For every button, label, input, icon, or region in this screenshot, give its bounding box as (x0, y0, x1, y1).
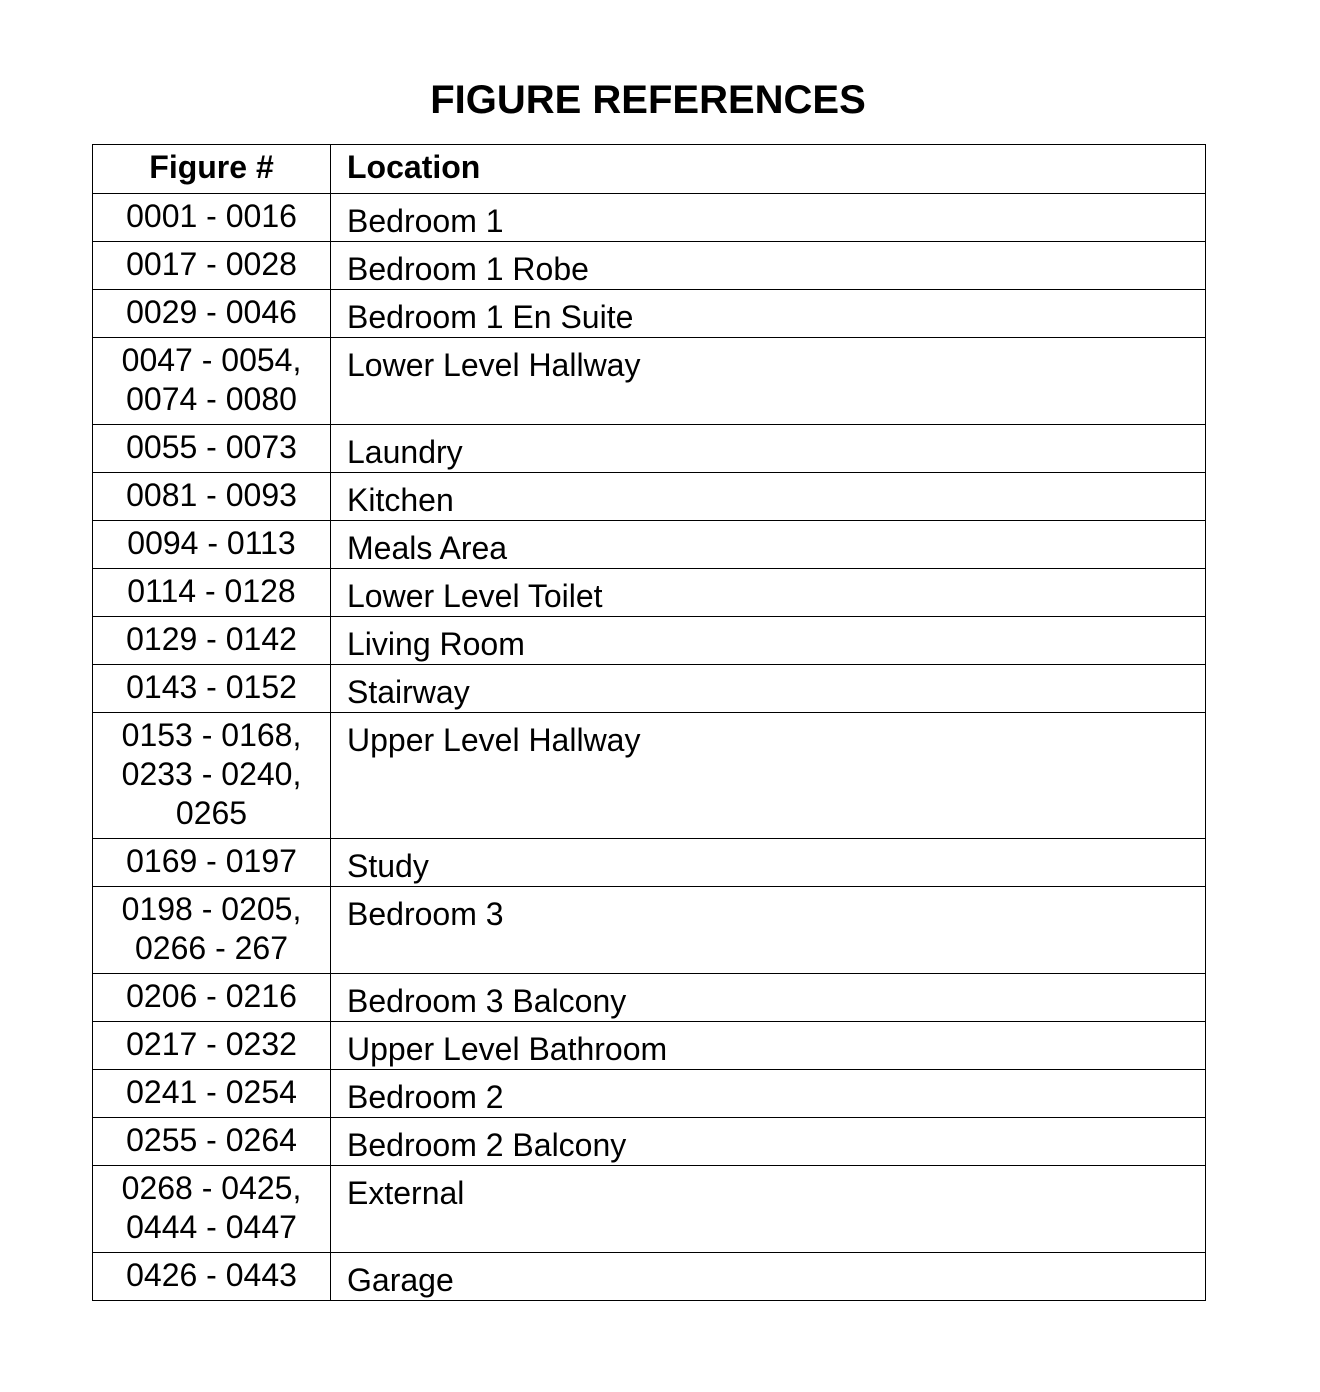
location-cell: Kitchen (331, 473, 1206, 521)
location-cell: Study (331, 839, 1206, 887)
figure-range-cell: 0153 - 0168, 0233 - 0240, 0265 (93, 713, 331, 839)
figure-range-cell: 0047 - 0054, 0074 - 0080 (93, 338, 331, 425)
figure-range-cell: 0268 - 0425, 0444 - 0447 (93, 1166, 331, 1253)
table-row (93, 1070, 1206, 1118)
location-cell: Stairway (331, 665, 1206, 713)
location-cell: Garage (331, 1253, 1206, 1301)
table-row (93, 713, 1206, 839)
figure-range-cell: 0143 - 0152 (93, 665, 331, 713)
table-row (93, 1166, 1206, 1253)
location-cell: Bedroom 1 Robe (331, 242, 1206, 290)
figure-range-cell: 0426 - 0443 (93, 1253, 331, 1301)
figure-range-cell: 0169 - 0197 (93, 839, 331, 887)
table-row (93, 1118, 1206, 1166)
figure-range-cell: 0198 - 0205, 0266 - 267 (93, 887, 331, 974)
location-cell: Upper Level Bathroom (331, 1022, 1206, 1070)
table-row (93, 839, 1206, 887)
figure-range-cell: 0017 - 0028 (93, 242, 331, 290)
figure-references-table (92, 144, 1206, 1301)
location-cell: Bedroom 3 (331, 887, 1206, 974)
location-cell: Meals Area (331, 521, 1206, 569)
table-row (93, 242, 1206, 290)
table-row (93, 1253, 1206, 1301)
table-row (93, 569, 1206, 617)
table-row (93, 521, 1206, 569)
location-cell: Bedroom 1 (331, 194, 1206, 242)
table-row (93, 338, 1206, 425)
table-row (93, 473, 1206, 521)
figure-range-cell: 0114 - 0128 (93, 569, 331, 617)
location-header: Location (331, 145, 1206, 194)
table-row (93, 974, 1206, 1022)
location-cell: Upper Level Hallway (331, 713, 1206, 839)
page-title: FIGURE REFERENCES (430, 78, 866, 122)
table-header-row (93, 145, 1206, 194)
table-row (93, 425, 1206, 473)
figure-range-cell: 0241 - 0254 (93, 1070, 331, 1118)
table-row (93, 887, 1206, 974)
figure-range-cell: 0029 - 0046 (93, 290, 331, 338)
location-cell: External (331, 1166, 1206, 1253)
table-row (93, 617, 1206, 665)
figure-range-cell: 0206 - 0216 (93, 974, 331, 1022)
location-cell: Bedroom 3 Balcony (331, 974, 1206, 1022)
table-row (93, 665, 1206, 713)
figure-range-cell: 0055 - 0073 (93, 425, 331, 473)
table-row (93, 1022, 1206, 1070)
location-cell: Laundry (331, 425, 1206, 473)
location-cell: Lower Level Toilet (331, 569, 1206, 617)
location-cell: Bedroom 2 Balcony (331, 1118, 1206, 1166)
figure-range-cell: 0255 - 0264 (93, 1118, 331, 1166)
table-row (93, 194, 1206, 242)
figure-range-cell: 0001 - 0016 (93, 194, 331, 242)
figure-number-header: Figure # (93, 145, 331, 194)
location-cell: Bedroom 2 (331, 1070, 1206, 1118)
figure-range-cell: 0129 - 0142 (93, 617, 331, 665)
table-row (93, 290, 1206, 338)
figure-range-cell: 0081 - 0093 (93, 473, 331, 521)
location-cell: Bedroom 1 En Suite (331, 290, 1206, 338)
figure-range-cell: 0217 - 0232 (93, 1022, 331, 1070)
figure-range-cell: 0094 - 0113 (93, 521, 331, 569)
location-cell: Lower Level Hallway (331, 338, 1206, 425)
location-cell: Living Room (331, 617, 1206, 665)
